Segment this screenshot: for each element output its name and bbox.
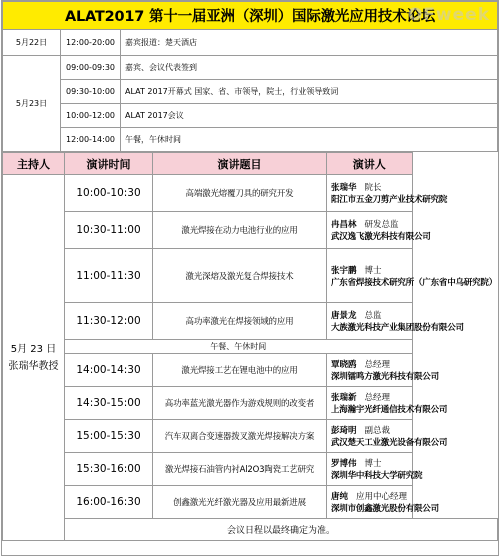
speaker-line xyxy=(331,264,408,276)
talk-topic: 激光焊接工艺在锂电池中的应用 xyxy=(153,354,327,387)
content-cell: 嘉宾、会议代表签到 xyxy=(121,56,498,80)
speaker-role: 应用中心经理 xyxy=(356,492,408,502)
time-cell: 09:00-09:30 xyxy=(61,56,121,80)
speaker-cell xyxy=(327,354,439,387)
speaker-org: 武汉逸飞激光科技有限公司 xyxy=(331,232,431,242)
speaker-org: 上海瀚宇光纤通信技术有限公司 xyxy=(331,405,448,415)
speaker-line xyxy=(331,457,408,469)
talk-topic: 激光焊接在动力电池行业的应用 xyxy=(153,212,327,249)
time-cell: 12:00-20:00 xyxy=(61,30,121,56)
talks-table xyxy=(2,152,498,541)
talk-topic: 高功率蓝光激光器作为游戏规则的改变者 xyxy=(153,387,327,420)
speaker-name: 覃晓鸥 xyxy=(331,360,357,370)
speaker-role: 博士 xyxy=(364,265,382,276)
talk-topic: 激光深熔及激光复合焊接技术 xyxy=(153,249,327,303)
table-row xyxy=(3,249,498,303)
table-row xyxy=(3,104,498,128)
table-row xyxy=(3,354,498,387)
host-cell: 5月 23 日 张瑞华教授 xyxy=(3,175,65,541)
content-cell: ALAT 2017会议 xyxy=(121,104,498,128)
speaker-org: 阳江市五金刀剪产业技术研究院 xyxy=(331,195,448,205)
speaker-line xyxy=(331,309,408,321)
speaker-role: 总监 xyxy=(364,311,382,321)
talk-time: 14:30-15:00 xyxy=(65,387,153,420)
table-row xyxy=(3,453,498,486)
talk-topic: 创鑫激光光纤激光器及应用最新进展 xyxy=(153,486,327,519)
talk-time: 15:00-15:30 xyxy=(65,420,153,453)
speaker-name: 彭琦明 xyxy=(331,426,357,436)
speaker-role: 院长 xyxy=(364,183,382,193)
speaker-name: 张宇鹏 xyxy=(331,265,357,276)
speaker-role: 总经理 xyxy=(364,393,391,403)
talk-time: 10:30-11:00 xyxy=(65,212,153,249)
speaker-org: 深圳华中科技大学研究院 xyxy=(331,471,423,481)
header-speaker: 演讲人 xyxy=(327,153,413,175)
speaker-role: 副总裁 xyxy=(364,426,391,436)
date-cell: 5月23日 xyxy=(3,56,61,152)
talk-topic: 高端激光熔覆刀具的研究开发 xyxy=(153,175,327,212)
speaker-role: 总经理 xyxy=(364,360,391,370)
speaker-org: 深圳镭鸣方激光科技有限公司 xyxy=(331,372,439,382)
date-cell: 5月22日 xyxy=(3,30,61,56)
speaker-org: 广东省焊接技术研究所（广东省中乌研究院） xyxy=(331,277,498,288)
speaker-line xyxy=(331,391,408,403)
speaker-role: 博士 xyxy=(364,459,382,469)
page-title: ALAT2017 第十一届亚洲（深圳）国际激光应用技术论坛 xyxy=(3,2,498,30)
speaker-org: 大族激光科技产业集团股份有限公司 xyxy=(331,323,464,333)
talk-time: 14:00-14:30 xyxy=(65,354,153,387)
table-row xyxy=(3,30,498,56)
footer-note: 会议日程以最终确定为准。 xyxy=(65,519,498,541)
speaker-line xyxy=(331,181,408,193)
speaker-line xyxy=(331,218,408,230)
watermark: OFweek xyxy=(407,5,490,25)
talk-topic: 汽车双离合变速器拨叉激光焊接解决方案 xyxy=(153,420,327,453)
speaker-org: 深圳市创鑫激光股份有限公司 xyxy=(331,504,439,514)
table-row xyxy=(3,420,498,453)
table-row xyxy=(3,212,498,249)
speaker-line xyxy=(331,424,408,436)
speaker-cell xyxy=(327,249,498,303)
talk-time: 11:30-12:00 xyxy=(65,303,153,340)
top-schedule-table xyxy=(2,1,498,152)
speaker-cell xyxy=(327,175,448,212)
talk-topic: 高功率激光在焊接领域的应用 xyxy=(153,303,327,340)
speaker-cell xyxy=(327,387,448,420)
agenda-sheet xyxy=(1,0,499,556)
speaker-cell xyxy=(327,420,448,453)
content-cell: ALAT 2017开幕式 国家、省、市领导，院士，行业领导致词 xyxy=(121,80,498,104)
table-row xyxy=(3,303,498,340)
speaker-name: 唐纯 xyxy=(331,492,349,502)
speaker-line xyxy=(331,358,408,370)
footer-row xyxy=(3,519,498,541)
speaker-org: 武汉楚天工业激光设备有限公司 xyxy=(331,438,448,448)
content-cell: 嘉宾报道：楚天酒店 xyxy=(121,30,498,56)
speaker-name: 张瑞华 xyxy=(331,183,357,193)
table-row xyxy=(3,387,498,420)
time-cell: 09:30-10:00 xyxy=(61,80,121,104)
time-cell: 10:00-12:00 xyxy=(61,104,121,128)
table-row xyxy=(3,486,498,519)
break-row xyxy=(3,340,498,354)
speaker-name: 唐景龙 xyxy=(331,311,357,321)
talk-time: 10:00-10:30 xyxy=(65,175,153,212)
talk-time: 15:30-16:00 xyxy=(65,453,153,486)
table-row xyxy=(3,56,498,80)
speaker-role: 研发总监 xyxy=(364,220,399,230)
table-row xyxy=(3,175,498,212)
speaker-cell xyxy=(327,212,431,249)
header-topic: 演讲题目 xyxy=(153,153,327,175)
speaker-line xyxy=(331,490,408,502)
talk-time: 16:00-16:30 xyxy=(65,486,153,519)
talk-topic: 激光焊接石油管内衬Al2O3陶瓷工艺研究 xyxy=(153,453,327,486)
speaker-name: 罗博伟 xyxy=(331,459,357,469)
speaker-cell xyxy=(327,486,439,519)
header-host: 主持人 xyxy=(3,153,65,175)
content-cell: 午餐，午休时间 xyxy=(121,128,498,152)
speaker-cell xyxy=(327,453,423,486)
header-time: 演讲时间 xyxy=(65,153,153,175)
table-row xyxy=(3,80,498,104)
lunch-break: 午餐、午休时间 xyxy=(65,340,413,354)
speaker-name: 张瑞新 xyxy=(331,393,357,403)
speaker-cell xyxy=(327,303,464,340)
talk-time: 11:00-11:30 xyxy=(65,249,153,303)
header-row xyxy=(3,153,498,175)
table-row xyxy=(3,128,498,152)
speaker-name: 冉昌林 xyxy=(331,220,357,230)
time-cell: 12:00-14:00 xyxy=(61,128,121,152)
